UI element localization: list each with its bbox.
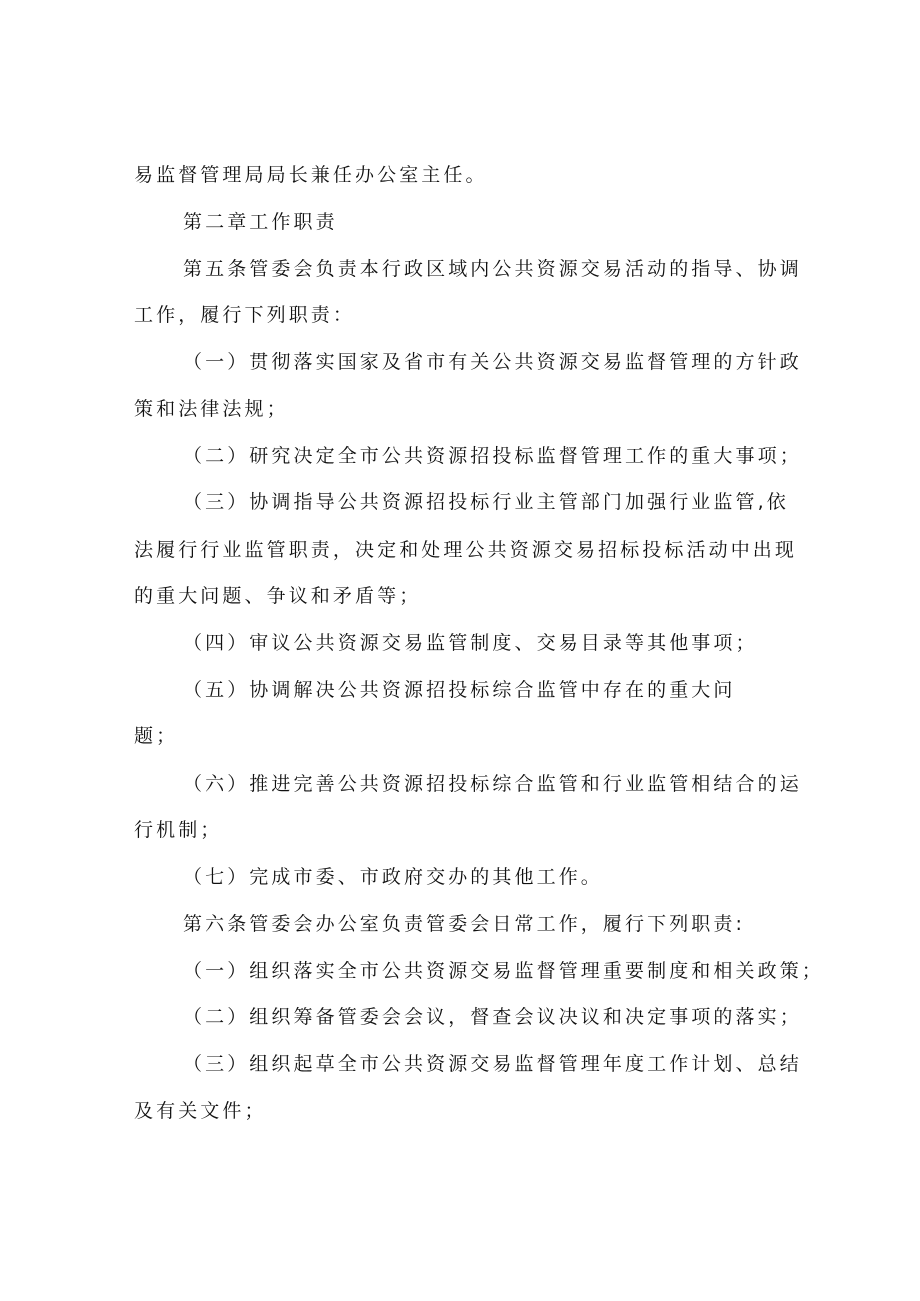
text-line: 策和法律法规； bbox=[134, 398, 289, 420]
text-line: （三）协调指导公共资源招投标行业主管部门加强行业监管,依 bbox=[183, 491, 789, 513]
text-line: （二）组织筹备管委会会议，督查会议决议和决定事项的落实； bbox=[183, 1006, 802, 1028]
text-line: （四）审议公共资源交易监管制度、交易目录等其他事项； bbox=[183, 632, 758, 654]
text-line: 及有关文件； bbox=[134, 1100, 267, 1122]
text-line: 的重大问题、争议和矛盾等； bbox=[134, 585, 422, 607]
text-line: （三）组织起草全市公共资源交易监督管理年度工作计划、总结 bbox=[183, 1053, 802, 1075]
chapter-heading: 第二章工作职责 bbox=[183, 211, 338, 233]
text-line: 易监督管理局局长兼任办公室主任。 bbox=[134, 164, 488, 186]
text-line: 第五条管委会负责本行政区域内公共资源交易活动的指导、协调 bbox=[183, 258, 802, 280]
text-line: （七）完成市委、市政府交办的其他工作。 bbox=[183, 866, 603, 888]
text-line: （二）研究决定全市公共资源招投标监督管理工作的重大事项； bbox=[183, 445, 802, 467]
text-line: （五）协调解决公共资源招投标综合监管中存在的重大问 bbox=[183, 679, 736, 701]
text-line: 题； bbox=[134, 725, 179, 747]
text-line: 工作，履行下列职责： bbox=[134, 304, 356, 326]
text-line: （一）贯彻落实国家及省市有关公共资源交易监督管理的方针政 bbox=[183, 351, 802, 373]
text-line: （一）组织落实全市公共资源交易监督管理重要制度和相关政策； bbox=[183, 960, 824, 982]
text-line: 行机制； bbox=[134, 819, 223, 841]
text-line: （六）推进完善公共资源招投标综合监管和行业监管相结合的运 bbox=[183, 773, 802, 795]
text-line: 法履行行业监管职责，决定和处理公共资源交易招标投标活动中出现 bbox=[134, 539, 798, 561]
text-line: 第六条管委会办公室负责管委会日常工作，履行下列职责: bbox=[183, 913, 746, 935]
